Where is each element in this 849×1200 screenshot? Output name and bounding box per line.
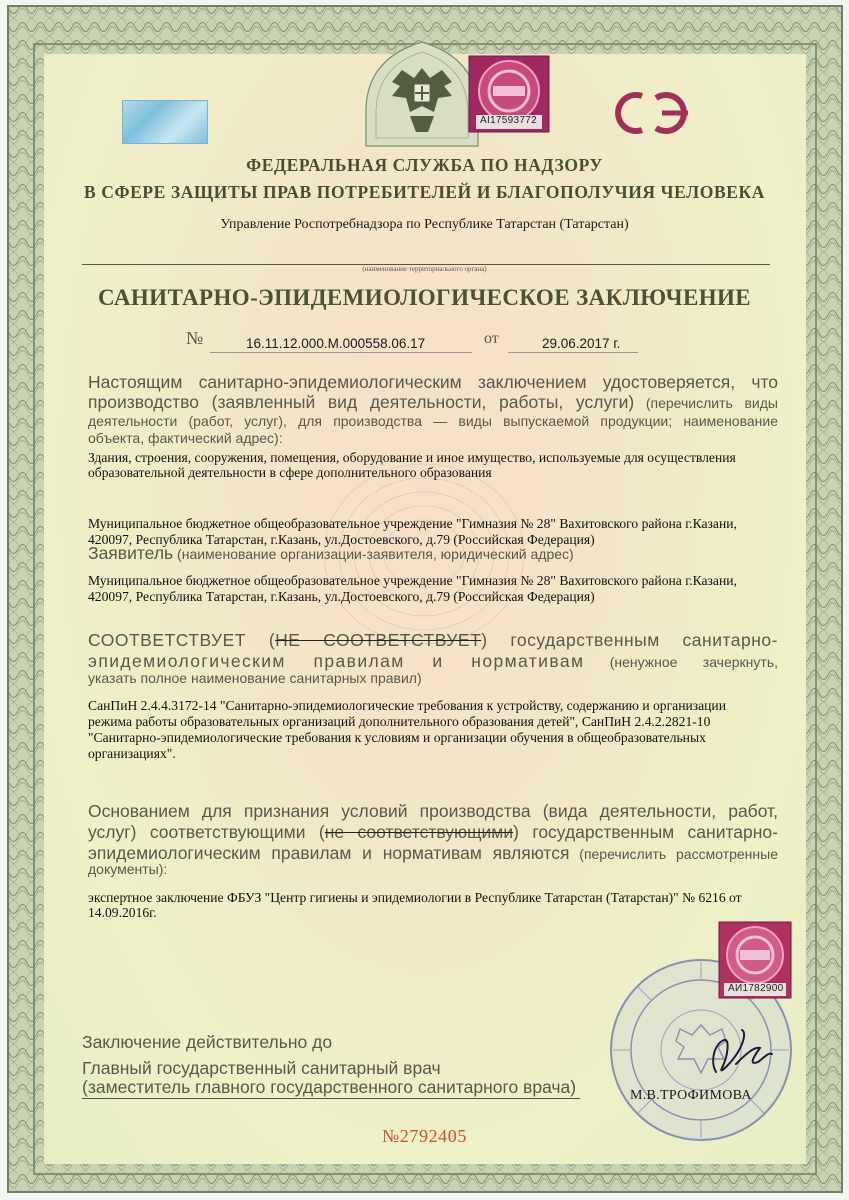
hologram-top xyxy=(468,55,550,133)
object-line2: 420097, Республика Татарстан, г.Казань, ул.Достоевского, д.79 (Российская Федерация) xyxy=(88,532,595,547)
applicant-label: Заявитель xyxy=(88,543,174,563)
certifies-line2-main: производство (заявленный вид деятельности, работы, услуги) xyxy=(88,392,635,412)
document-title: САНИТАРНО-ЭПИДЕМИОЛОГИЧЕСКОЕ ЗАКЛЮЧЕНИЕ xyxy=(97,285,752,310)
basis-doc-line2: 14.09.2016г. xyxy=(88,905,157,920)
compliance-line3: указать полное наименование санитарных правил) xyxy=(88,670,422,686)
applicant-label-row xyxy=(88,543,574,564)
compliance-rules: эпидемиологическим правилам и нормативам xyxy=(88,651,585,671)
sanpin-line1: СанПиН 2.4.4.3172-14 "Санитарно-эпидемиологические требования к устройству, содержанию и организации xyxy=(88,698,726,713)
compliance-rest: государственным санитарно- xyxy=(487,630,778,650)
compliance-paren-open: ( xyxy=(246,630,276,650)
object-line1: Муниципальное бюджетное общеобразовательное учреждение "Гимназия № 28" Вахитовского района г.Казани, xyxy=(88,516,737,531)
sanpin-line3: "Санитарно-эпидемиологические требования к условиям и организации обучения в общеобразовательных xyxy=(88,730,706,745)
activity-line2: образовательной деятельности в сфере дополнительного образования xyxy=(88,465,492,480)
date-label: от xyxy=(484,330,499,347)
signatory-deputy: (заместитель главного государственного санитарного врача) xyxy=(82,1077,577,1097)
sanpin-line4: организациях". xyxy=(88,746,176,761)
applicant-line1: Муниципальное бюджетное общеобразовательное учреждение "Гимназия № 28" Вахитовского района г.Казани, xyxy=(88,573,737,588)
basis-line4: документы): xyxy=(88,861,168,877)
hologram-bottom-serial: АИ1782900 xyxy=(728,983,784,994)
compliance-hint: (ненужное зачеркнуть, xyxy=(584,654,778,670)
certifies-line2-hint: (перечислить виды xyxy=(634,395,778,411)
certificate-date: 29.06.2017 г. xyxy=(542,336,621,351)
compliance-line1 xyxy=(88,630,778,651)
activity-line1: Здания, строения, сооружения, помещения, оборудование и иное имущество, используемые для осуществления xyxy=(88,450,736,465)
agency-header-line2: В СФЕРЕ ЗАЩИТЫ ПРАВ ПОТРЕБИТЕЛЕЙ И БЛАГОПОЛУЧИЯ ЧЕЛОВЕКА xyxy=(83,182,766,202)
date-underline xyxy=(508,352,638,353)
authority-caption: (наименование территориального органа) xyxy=(362,265,487,273)
signatory-title: Главный государственный санитарный врач xyxy=(82,1058,441,1078)
basis-line2-a: услуг) соответствующими ( xyxy=(88,822,325,842)
compliance-struck: НЕ СООТВЕТСТВУЕТ xyxy=(275,630,482,650)
signatory-underline xyxy=(82,1098,580,1099)
compliance-word: СООТВЕТСТВУЕТ xyxy=(88,630,247,650)
form-serial-number: №2792405 xyxy=(382,1126,467,1146)
number-label: № xyxy=(186,328,204,348)
number-underline xyxy=(210,352,472,353)
basis-line3-hint: (перечислить рассмотренные xyxy=(569,846,778,862)
applicant-line2: 420097, Республика Татарстан, г.Казань, ул.Достоевского, д.79 (Российская Федерация) xyxy=(88,589,595,604)
sanitary-epidemiological-mark-icon xyxy=(612,88,692,138)
compliance-line2 xyxy=(88,651,778,672)
basis-doc-line1: экспертное заключение ФБУЗ "Центр гигиены и эпидемиологии в Республике Татарстан (Татарстан)" № 6216 от xyxy=(88,890,742,905)
basis-line3-main: эпидемиологическим правилам и нормативам являются xyxy=(88,843,570,863)
hologram-top-serial: AI17593772 xyxy=(480,115,537,126)
agency-header-line1: ФЕДЕРАЛЬНАЯ СЛУЖБА ПО НАДЗОРУ xyxy=(246,155,603,175)
basis-line2-c: ) государственным санитарно- xyxy=(513,822,778,842)
certificate-number: 16.11.12.000.М.000558.06.17 xyxy=(246,336,426,351)
basis-line2 xyxy=(88,822,778,842)
certifies-line4: объекта, фактический адрес): xyxy=(88,430,283,446)
certifies-line3: деятельности (работ, услуг), для производства — виды выпускаемой продукции; наименование xyxy=(88,413,778,429)
compliance-paren-close: ) xyxy=(481,630,488,650)
signatory-name: М.В.ТРОФИМОВА xyxy=(630,1088,752,1103)
certifies-line1: Настоящим санитарно-эпидемиологическим заключением удостоверяется, что xyxy=(88,372,778,392)
basis-line1: Основанием для признания условий производства (вида деятельности, работ, xyxy=(88,801,778,821)
security-strip-icon xyxy=(122,100,208,144)
hologram-bottom xyxy=(718,921,792,999)
sanpin-line2: режима работы образовательных организаций дополнительного образования детей", СанПиН 2.4.2.2821-10 xyxy=(88,714,711,729)
certifies-line2 xyxy=(88,392,778,413)
handwritten-signature xyxy=(688,1022,778,1086)
double-headed-eagle-emblem xyxy=(362,38,482,150)
territorial-authority: Управление Роспотребнадзора по Республике Татарстан (Татарстан) xyxy=(220,217,629,232)
basis-struck: не соответствующими xyxy=(324,822,514,842)
basis-line3 xyxy=(88,843,778,864)
applicant-hint: (наименование организации-заявителя, юридический адрес) xyxy=(173,546,574,562)
validity-label: Заключение действительно до xyxy=(82,1032,333,1052)
